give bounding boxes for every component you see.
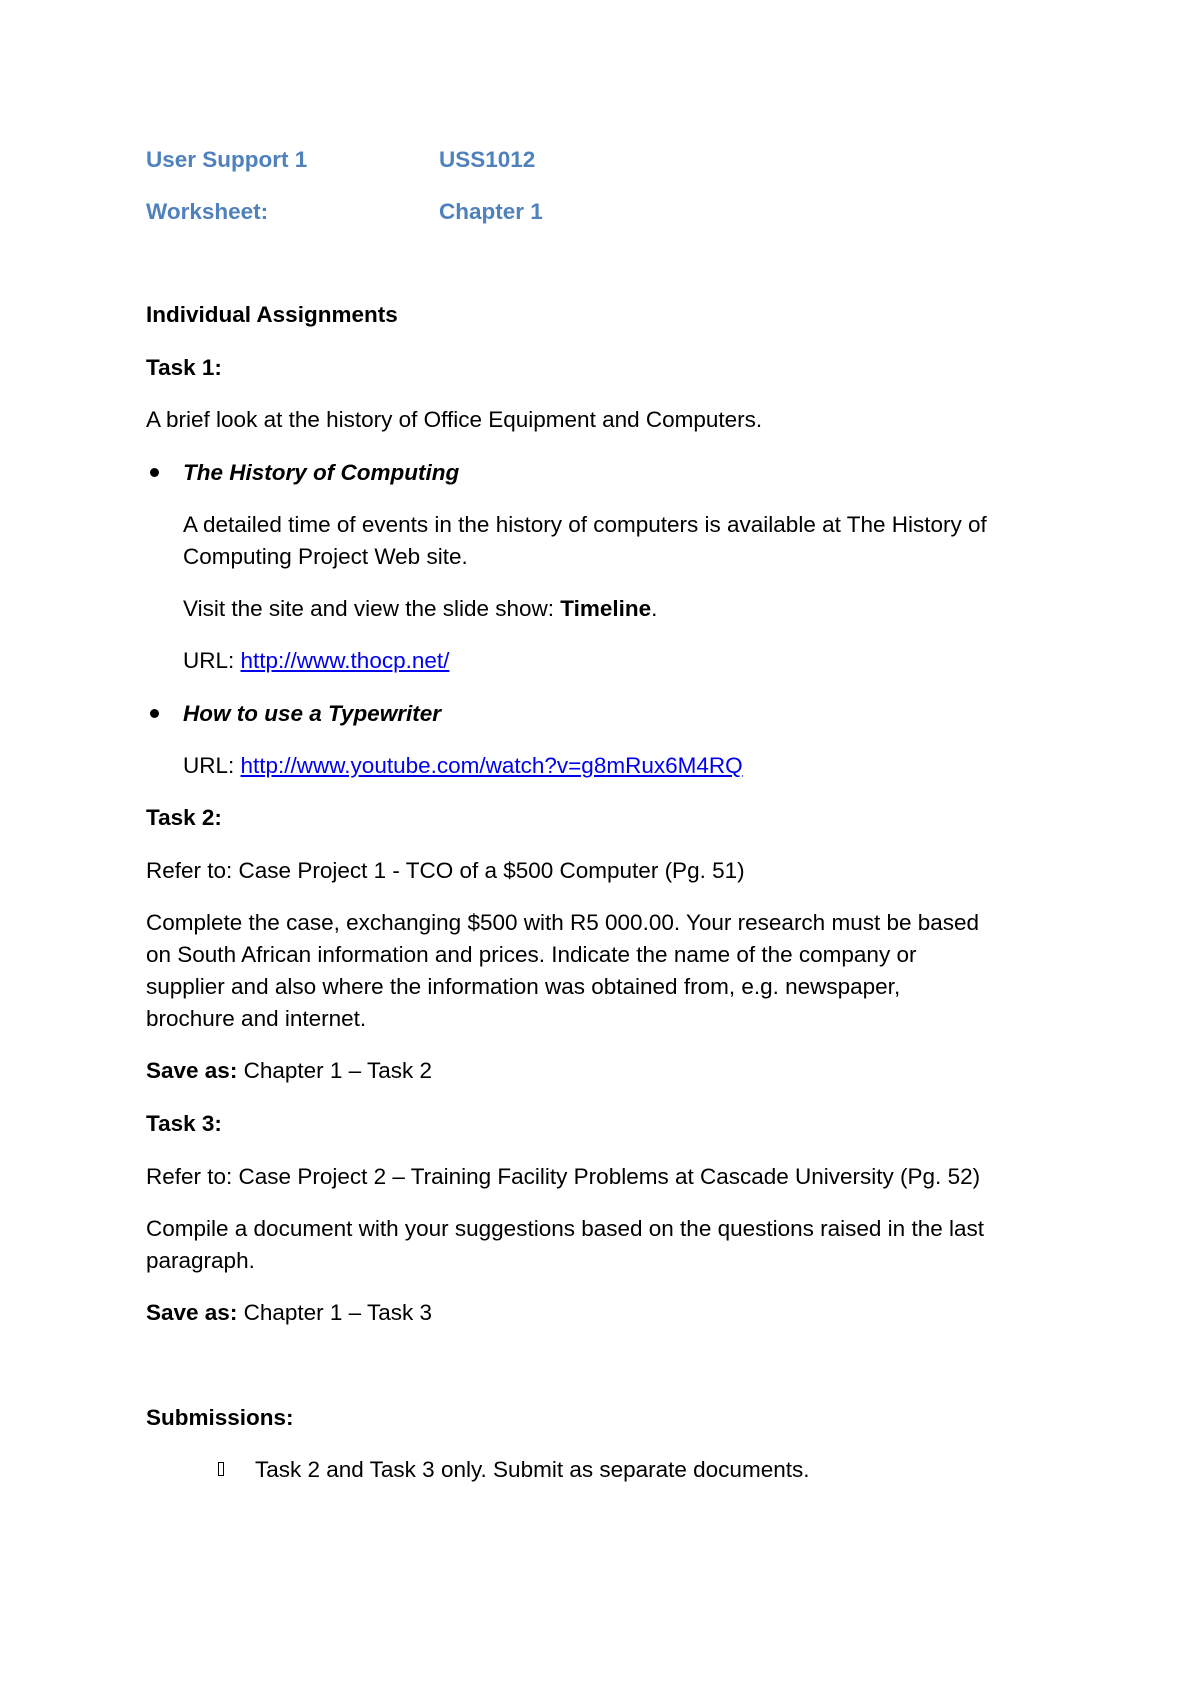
task1-heading: Task 1:: [146, 355, 222, 380]
save-as-value: Chapter 1 – Task 3: [237, 1300, 433, 1325]
task2-body-line1: Complete the case, exchanging $500 with R5 000.00. Your research must be based: [146, 910, 980, 935]
task3-refer: Refer to: Case Project 2 – Training Facility Problems at Cascade University (Pg. 52): [146, 1164, 981, 1189]
task2-save-line: [146, 1055, 432, 1087]
square-bullet-icon: [218, 1462, 224, 1476]
thocp-link[interactable]: http://www.thocp.net/: [240, 648, 450, 673]
course-label: User Support 1: [146, 147, 308, 172]
task3-heading: Task 3:: [146, 1111, 222, 1136]
task1-item1-desc-line1: A detailed time of events in the history of computers is available at The History of: [183, 512, 987, 537]
section-title: Individual Assignments: [146, 302, 398, 327]
url-label: URL:: [183, 648, 241, 673]
task3-body-line1: Compile a document with your suggestions based on the questions raised in the last: [146, 1216, 984, 1241]
save-as-label: Save as:: [146, 1058, 238, 1083]
visit-suffix: .: [651, 596, 658, 621]
submissions-item: Task 2 and Task 3 only. Submit as separate documents.: [255, 1457, 810, 1482]
task1-item1-url-line: [183, 645, 449, 677]
task2-body-line2: on South African information and prices. Indicate the name of the company or: [146, 942, 917, 967]
task1-item1-desc-line2: Computing Project Web site.: [183, 544, 468, 569]
task1-item1-title: The History of Computing: [183, 460, 460, 485]
task2-body-line3: supplier and also where the information was obtained from, e.g. newspaper,: [146, 974, 901, 999]
task1-visit-line: [183, 593, 657, 625]
worksheet-label: Worksheet:: [146, 199, 269, 224]
url-label: URL:: [183, 753, 241, 778]
task1-item2-title: How to use a Typewriter: [183, 701, 441, 726]
task1-item2-url-line: [183, 750, 743, 782]
task3-body-line2: paragraph.: [146, 1248, 255, 1273]
task1-intro: A brief look at the history of Office Equipment and Computers.: [146, 407, 763, 432]
task2-body-line4: brochure and internet.: [146, 1006, 367, 1031]
course-code: USS1012: [439, 147, 536, 172]
bullet-icon: [150, 468, 159, 477]
submissions-heading: Submissions:: [146, 1405, 294, 1430]
save-as-value: Chapter 1 – Task 2: [237, 1058, 433, 1083]
task3-save-line: [146, 1297, 432, 1329]
youtube-link[interactable]: http://www.youtube.com/watch?v=g8mRux6M4RQ: [240, 753, 743, 778]
chapter-label: Chapter 1: [439, 199, 543, 224]
task2-refer: Refer to: Case Project 1 - TCO of a $500 Computer (Pg. 51): [146, 858, 745, 883]
timeline-label: Timeline: [560, 596, 652, 621]
save-as-label: Save as:: [146, 1300, 238, 1325]
task2-heading: Task 2:: [146, 805, 222, 830]
visit-text: Visit the site and view the slide show:: [183, 596, 561, 621]
bullet-icon: [150, 709, 159, 718]
